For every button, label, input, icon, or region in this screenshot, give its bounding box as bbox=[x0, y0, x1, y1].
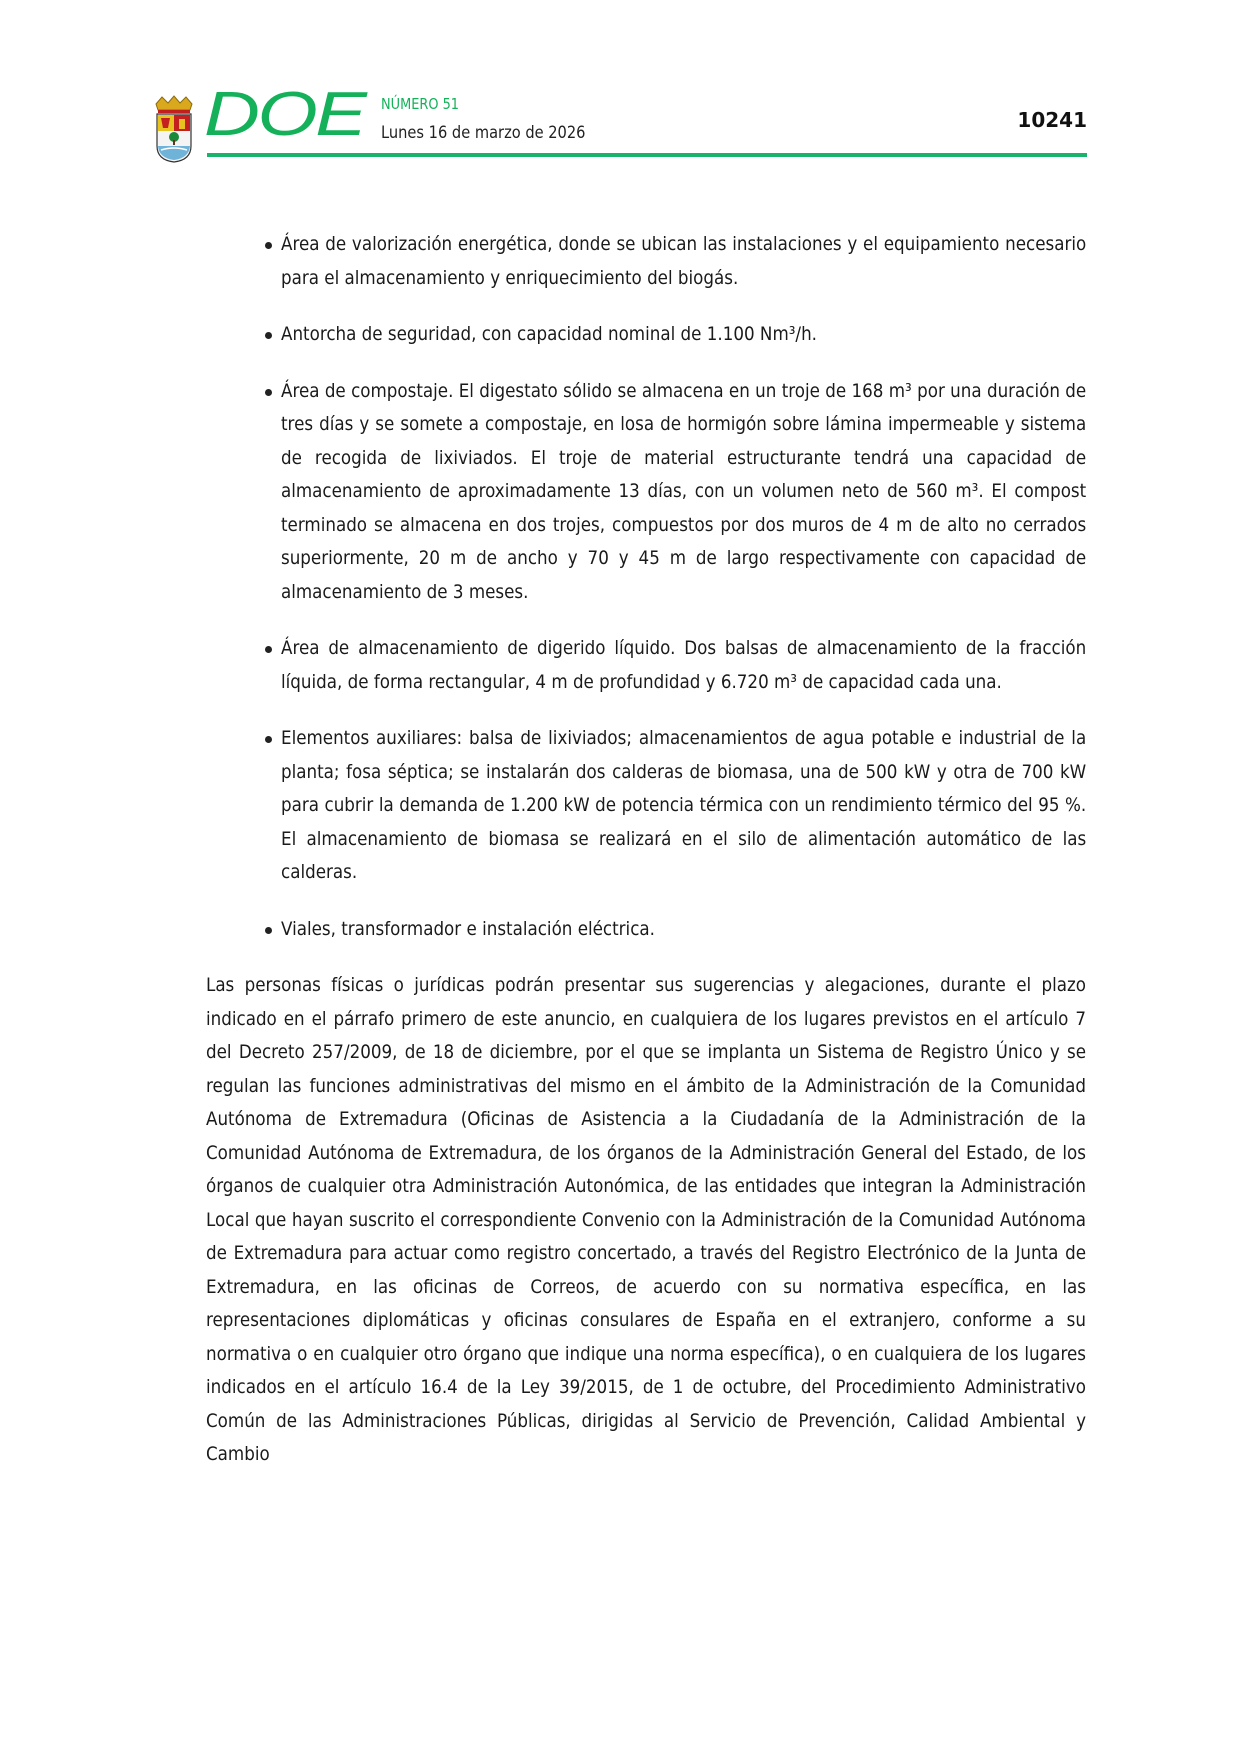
bullet-icon bbox=[265, 242, 272, 249]
paragraph-text: Las personas físicas o jurídicas podrán presentar sus sugerencias y alegaciones, durante el plazo indicado en el párrafo primero de este anuncio, en cualquiera de los lugares previstos en el artículo 7 del Decreto 257/2009, de 18 de diciembre, por el que se implanta un Sistema de Registro Único y se regulan las funciones administrativas del mismo en el ámbito de la Administración de la Comunidad Autónoma de Extremadura (Oficinas de Asistencia a la Ciudadanía de la Administración de la Comunidad Autónoma de Extremadura, de los órganos de la Administración General del Estado, de los órganos de cualquier otra Administración Autonómica, de las entidades que integran la Administración Local que hayan suscrito el correspondiente Convenio con la Administración de la Comunidad Autónoma de Extremadura para actuar como registro concertado, a través del Registro Electrónico de la Junta de Extremadura, en las oficinas de Correos, de acuerdo con su normativa específica, en las representaciones diplomáticas y oficinas consulares de España en el extranjero, conforme a su normativa o en cualquier otro órgano que indique una norma específica), o en cualquiera de los lugares indicados en el artículo 16.4 de la Ley 39/2015, de 1 de octubre, del Procedimiento Administrativo Común de las Administraciones Públicas, dirigidas al Servicio de Prevención, Calidad Ambiental y Cambio bbox=[206, 974, 1086, 1465]
list-item bbox=[206, 722, 1086, 890]
bullet-icon bbox=[265, 927, 272, 934]
list-item bbox=[206, 913, 1086, 947]
header-rule bbox=[207, 153, 1087, 157]
facility-elements-list bbox=[206, 228, 1086, 946]
list-item bbox=[206, 632, 1086, 699]
issue-date: Lunes 16 de marzo de 2026 bbox=[381, 123, 586, 143]
page-number: 10241 bbox=[1017, 108, 1087, 132]
doe-logo: DOE bbox=[204, 80, 365, 149]
body-paragraph bbox=[206, 969, 1086, 1472]
list-item-text: Área de valorización energética, donde se ubican las instalaciones y el equipamiento necesario para el almacenamiento y enriquecimiento del biogás. bbox=[281, 233, 1087, 289]
extremadura-coat-of-arms-icon bbox=[152, 94, 196, 164]
list-item-text: Elementos auxiliares: balsa de lixiviados; almacenamientos de agua potable e industrial de la planta; fosa séptica; se instalarán dos calderas de biomasa, una de 500 kW y otra de 700 kW para cubrir la demanda de 1.200 kW de potencia térmica con un rendimiento térmico del 95 %. El almacenamiento de biomasa se realizará en el silo de alimentación automático de las calderas. bbox=[281, 727, 1087, 883]
list-item-text: Área de almacenamiento de digerido líquido. Dos balsas de almacenamiento de la fracción líquida, de forma rectangular, 4 m de profundidad y 6.720 m³ de capacidad cada una. bbox=[281, 637, 1087, 693]
bullet-icon bbox=[265, 646, 272, 653]
list-item bbox=[206, 375, 1086, 610]
list-item-text: Área de compostaje. El digestato sólido se almacena en un troje de 168 m³ por una duración de tres días y se somete a compostaje, en losa de hormigón sobre lámina impermeable y sistema de recogida de lixiviados. El troje de material estructurante tendrá una capacidad de almacenamiento de aproximadamente 13 días, con un volumen neto de 560 m³. El compost terminado se almacena en dos trojes, compuestos por dos muros de 4 m de alto no cerrados superiormente, 20 m de ancho y 70 y 45 m de largo respectivamente con capacidad de almacenamiento de 3 meses. bbox=[281, 379, 1087, 603]
bullet-icon bbox=[265, 736, 272, 743]
bullet-icon bbox=[265, 332, 272, 339]
document-body bbox=[206, 228, 1086, 1472]
list-item bbox=[206, 228, 1086, 295]
page-header bbox=[0, 0, 1241, 170]
list-item bbox=[206, 318, 1086, 352]
issue-number: NÚMERO 51 bbox=[381, 95, 460, 113]
bullet-icon bbox=[265, 389, 272, 396]
list-item-text: Viales, transformador e instalación eléctrica. bbox=[281, 917, 655, 940]
list-item-text: Antorcha de seguridad, con capacidad nominal de 1.100 Nm³/h. bbox=[281, 323, 817, 345]
